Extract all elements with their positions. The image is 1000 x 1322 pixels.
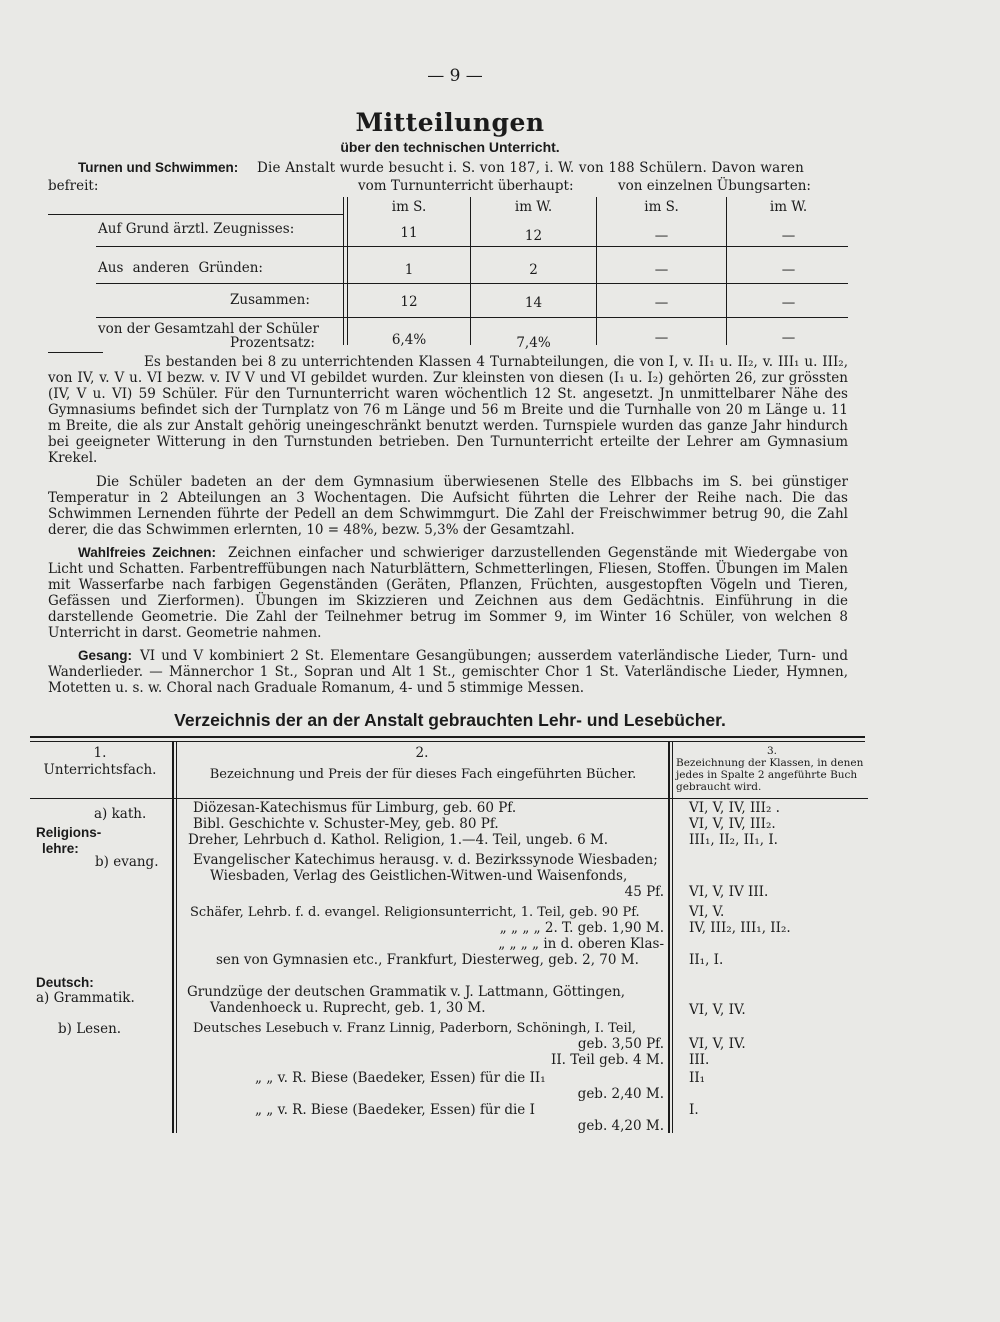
row-label-2: Prozentsatz: (230, 335, 315, 351)
row-value: 12 (400, 294, 418, 310)
book-classes: II₁, I. (689, 952, 724, 968)
book-classes: VI, V, IV III. (689, 884, 769, 900)
row-label: Aus anderen Gründen: (98, 260, 263, 276)
book-entry: 45 Pf. (624, 884, 664, 900)
books-col1-number: 1. (93, 745, 107, 761)
gesang-section (48, 648, 848, 696)
row-label: Zusammen: (230, 292, 310, 308)
book-entry: geb. 3,50 Pf. (577, 1036, 664, 1052)
row-value: 11 (400, 225, 418, 241)
books-heading: Verzeichnis der an der Anstalt gebrauchten Lehr- und Lesebücher. (174, 710, 726, 730)
col-group-turnunterricht: vom Turnunterricht überhaupt: (358, 178, 574, 194)
book-classes: VI, V. (689, 904, 725, 920)
subject-grammatik: a) Grammatik. (36, 990, 135, 1006)
page-title: Mitteilungen (355, 108, 545, 137)
befreit-label: befreit: (48, 178, 99, 194)
books-col2-number: 2. (415, 745, 429, 761)
row-value: 1 (404, 262, 414, 278)
zeichnen-section (48, 545, 848, 641)
book-entry: geb. 4,20 M. (577, 1118, 664, 1134)
book-entry: Vandenhoeck u. Ruprecht, geb. 1, 30 M. (210, 1000, 486, 1016)
row-value: — (654, 295, 669, 311)
subject-evang: b) evang. (95, 854, 159, 870)
book-classes: III. (689, 1052, 710, 1068)
row-value: 2 (529, 262, 538, 278)
row-value: — (781, 330, 796, 346)
subject-religion-2: lehre: (42, 841, 79, 856)
turnen-paragraph: Es bestanden bei 8 zu unterrichtenden Klassen 4 Turnabteilungen, die von I, v. II₁ u. II₂, v. III₁ u. III₂, von IV, v. V u. VI bezw. v. IV V und VI gebildet wurden. Zur kleinsten von diesen (I₁ u. I₂) gehörten 26, zur grössten (IV, V u. VI) 59 Schüler. Für den Turnunterricht waren wöchentlich 12 St. angesetzt. Jn unmittelbarer Nähe des Gymnasiums befindet sich der Turnplatz von 76 m Länge und 56 m Breite und die Turnhalle von 20 m Länge u. 11 m Breite, die als zur Anstalt gehörig uneingeschränkt benutzt werden. Turnspiele wurden das ganze Jahr hindurch bei geeigneter Witterung in den Turnstunden betrieben. Den Turnunterricht erteilte der Lehrer am Gymnasium Krekel. (48, 354, 848, 466)
book-classes: VI, V, IV. (689, 1036, 746, 1052)
book-classes: VI, V, IV, III₂. (689, 816, 776, 832)
gesang-text: VI und V kombiniert 2 St. Elementare Gesangübungen; ausserdem vaterländische Lieder, Turn- und Wanderlieder. — Männerchor 1 St., Sopran und Alt 1 St., gemischter Chor 1 St. Vaterländische Lieder, Hymnen, Motetten u. s. w. Choral nach Graduale Romanum, 4- und 5 stimmige Messen. (48, 648, 848, 696)
row-value: 12 (524, 228, 543, 244)
books-col3-number: 3. (766, 745, 778, 757)
row-label: Auf Grund ärztl. Zeugnisses: (98, 221, 295, 237)
book-entry: „ „ v. R. Biese (Baedeker, Essen) für die II₁ (255, 1070, 546, 1086)
row-value: — (781, 295, 796, 311)
row-value: — (654, 262, 669, 278)
row-value: — (654, 228, 669, 244)
row-value: — (781, 228, 796, 244)
book-entry: Wiesbaden, Verlag des Geistlichen-Witwen-und Waisenfonds, (210, 868, 628, 884)
books-col2-header: Bezeichnung und Preis der für dieses Fach eingeführten Bücher. (209, 767, 637, 782)
book-entry: „ „ „ „ in d. oberen Klas- (498, 936, 664, 952)
schwimmen-paragraph: Die Schüler badeten an der dem Gymnasium überwiesenen Stelle des Elbbachs im S. bei günstiger Temperatur in 2 Abteilungen an 3 Wochentagen. Die Aufsicht führten die Lehrer der Reihe nach. Die das Schwimmen Lernenden führte der Pedell an dem Schwimmgurt. Die Zahl der Freischwimmer betrug 90, die Zahl derer, die das Schwimmen erlernten, 10 = 48%, bezw. 5,3% der Gesamtzahl. (48, 474, 848, 538)
turnen-intro: Die Anstalt wurde besucht i. S. von 187, i. W. von 188 Schülern. Davon waren (257, 160, 805, 176)
row-value: — (654, 330, 669, 346)
books-col3-header: Bezeichnung der Klassen, in denen jedes in Spalte 2 angeführte Buch gebraucht wird. (676, 757, 864, 793)
zeichnen-text: Zeichnen einfacher und schwieriger darzustellenden Gegenstände mit Wiedergabe von Licht und Schatten. Farbentreffübungen nach Naturblättern, Schmetterlingen, Fliesen, Stoffen. Übungen im Malen mit Wasserfarbe nach farbigen Gegenständen (Geräten, Pflanzen, Früchten, ausgestopften Vögeln und Tieren, Gefässen und Zierformen). Übungen im Skizzieren und Zeichnen aus dem Gedächtnis. Einführung in die darstellende Geometrie. Die Zahl der Teilnehmer betrug im Sommer 9, im Winter 16 Schüler, von welchen 8 Unterricht in darst. Geometrie nahmen. (48, 545, 849, 641)
col-header-s1: im S. (391, 199, 427, 215)
book-classes: VI, V, IV, III₂ . (689, 800, 780, 816)
zeichnen-heading: Wahlfreies Zeichnen: (78, 545, 216, 560)
row-value: — (781, 262, 796, 278)
book-entry: geb. 2,40 M. (577, 1086, 664, 1102)
book-classes: III₁, II₂, II₁, I. (689, 832, 778, 848)
page-number: — 9 — (427, 66, 483, 86)
subject-lesen: b) Lesen. (58, 1021, 122, 1037)
book-entry: „ „ „ „ 2. T. geb. 1,90 M. (499, 920, 664, 936)
col-group-uebungsarten: von einzelnen Übungsarten: (618, 178, 811, 194)
page-subtitle: über den technischen Unterricht. (340, 139, 560, 155)
col-header-w2: im W. (769, 199, 808, 215)
subject-kath: a) kath. (94, 806, 147, 822)
book-entry: Bibl. Geschichte v. Schuster-Mey, geb. 80 Pf. (193, 816, 499, 832)
row-label: von der Gesamtzahl der Schüler (98, 321, 319, 337)
book-classes: II₁ (689, 1070, 706, 1086)
gesang-heading: Gesang: (78, 648, 133, 663)
book-classes: I. (689, 1102, 699, 1118)
col-header-s2: im S. (644, 199, 679, 215)
row-value: 6,4% (391, 332, 427, 348)
book-entry: Diözesan-Katechismus für Limburg, geb. 60 Pf. (193, 800, 517, 816)
row-value: 7,4% (516, 335, 551, 351)
books-col1-header: Unterrichtsfach. (43, 762, 157, 778)
subject-religion: Religions- (36, 825, 102, 840)
book-entry: „ „ v. R. Biese (Baedeker, Essen) für die I (255, 1102, 535, 1118)
col-header-w1: im W. (514, 199, 553, 215)
row-value: 14 (524, 295, 543, 311)
book-entry: Evangelischer Katechimus herausg. v. d. Bezirkssynode Wiesbaden; (193, 852, 658, 868)
book-entry: sen von Gymnasien etc., Frankfurt, Diesterweg, geb. 2, 70 M. (216, 952, 639, 968)
book-entry: Dreher, Lehrbuch d. Kathol. Religion, 1.—4. Teil, ungeb. 6 M. (188, 832, 609, 848)
turnen-heading: Turnen und Schwimmen: (78, 160, 239, 175)
book-entry: II. Teil geb. 4 M. (551, 1052, 664, 1068)
book-entry: Grundzüge der deutschen Grammatik v. J. Lattmann, Göttingen, (187, 984, 626, 1000)
book-classes: VI, V, IV. (689, 1002, 746, 1018)
book-entry: Deutsches Lesebuch v. Franz Linnig, Paderborn, Schöningh, I. Teil, (193, 1021, 636, 1036)
book-entry: Schäfer, Lehrb. f. d. evangel. Religionsunterricht, 1. Teil, geb. 90 Pf. (190, 905, 640, 920)
subject-deutsch: Deutsch: (36, 975, 94, 990)
book-classes: IV, III₂, III₁, II₂. (689, 920, 791, 936)
